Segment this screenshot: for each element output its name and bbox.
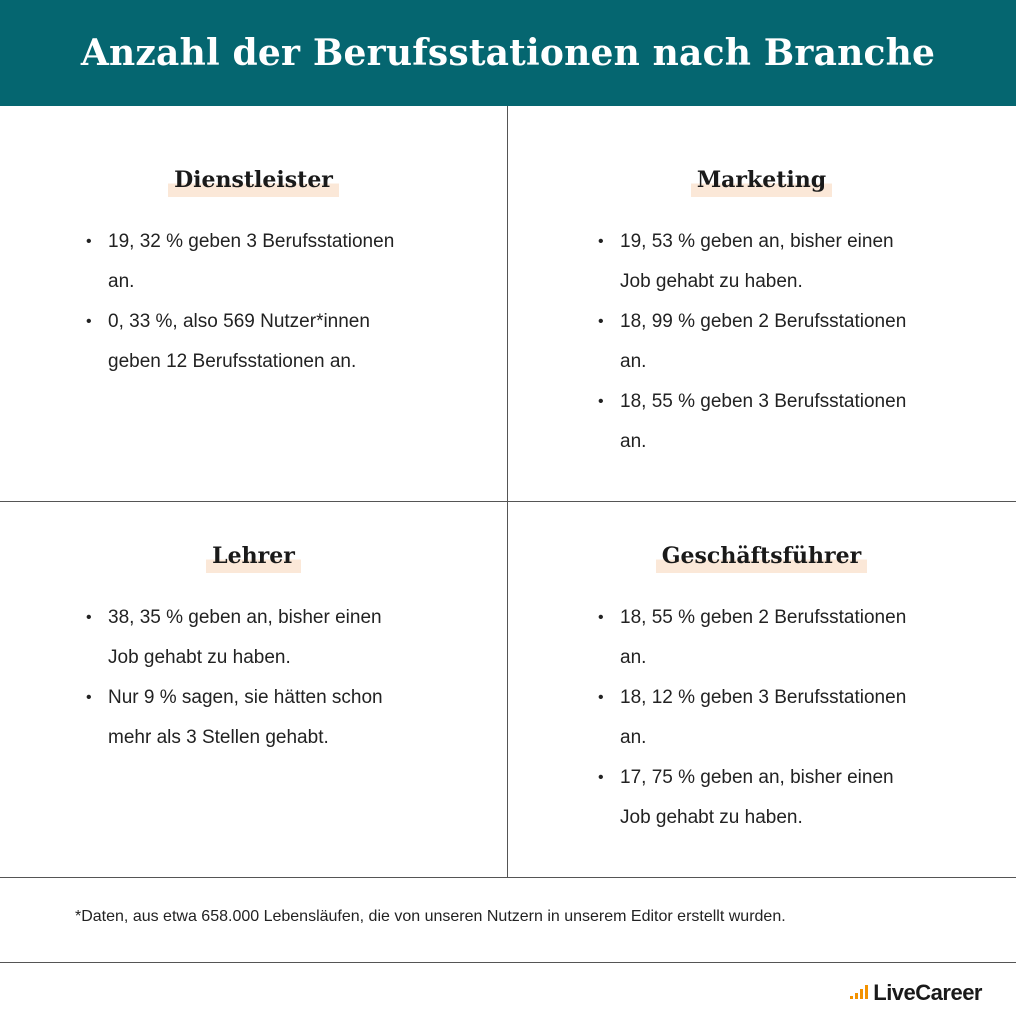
list-item: • 18, 55 % geben 2 Berufsstationen an. — [598, 598, 1015, 678]
bullet-list — [86, 598, 507, 758]
list-item: • 38, 35 % geben an, bisher einen Job gehabt zu haben. — [86, 598, 507, 678]
logo-text: LiveCareer — [873, 980, 982, 1005]
footnote: *Daten, aus etwa 658.000 Lebensläufen, die von unseren Nutzern in unserem Editor erstellt wurden. — [75, 908, 786, 925]
list-item: • 19, 32 % geben 3 Berufsstationen an. — [86, 222, 507, 302]
livecareer-logo — [849, 980, 982, 1006]
cell-marketing — [508, 166, 1015, 462]
cell-title: Lehrer — [206, 543, 301, 573]
list-item: • 18, 12 % geben 3 Berufsstationen an. — [598, 678, 1015, 758]
list-item: • 19, 53 % geben an, bisher einen Job gehabt zu haben. — [598, 222, 1015, 302]
cell-title: Geschäftsführer — [656, 543, 867, 573]
list-item: • 18, 99 % geben 2 Berufsstationen an. — [598, 302, 1015, 382]
cell-title: Dienstleister — [168, 167, 339, 197]
cell-dienstleister — [0, 166, 507, 382]
grid-bottom-divider — [0, 877, 1016, 878]
bullet-list — [86, 222, 507, 382]
list-item: • 0, 33 %, also 569 Nutzer*innen geben 12 Berufsstationen an. — [86, 302, 507, 382]
livecareer-logo-icon — [849, 983, 869, 1003]
cell-lehrer — [0, 542, 507, 758]
list-item: • 17, 75 % geben an, bisher einen Job gehabt zu haben. — [598, 758, 1015, 838]
list-item: • 18, 55 % geben 3 Berufsstationen an. — [598, 382, 1015, 462]
horizontal-divider — [0, 501, 1016, 502]
header-banner — [0, 0, 1016, 106]
list-item: • Nur 9 % sagen, sie hätten schon mehr als 3 Stellen gehabt. — [86, 678, 507, 758]
footer-divider — [0, 962, 1016, 963]
cell-geschaeftsfuehrer — [508, 542, 1015, 838]
page-title: Anzahl der Berufsstationen nach Branche — [80, 32, 936, 74]
bullet-list — [598, 222, 1015, 462]
cell-title: Marketing — [691, 167, 832, 197]
bullet-list — [598, 598, 1015, 838]
industry-grid — [0, 106, 1016, 878]
